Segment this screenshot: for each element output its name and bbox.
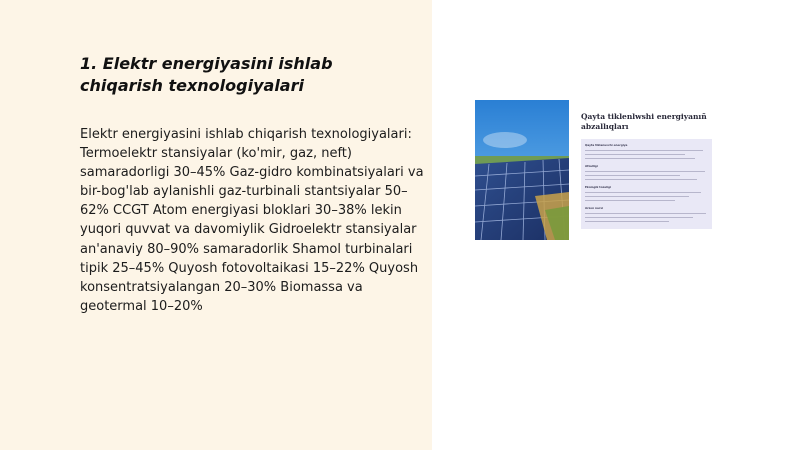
card-heading-1: Qayta tiklanuvchi energiya [585, 143, 628, 147]
text-line [585, 179, 697, 180]
thumbnail-card [581, 139, 712, 229]
solar-panel-photo [475, 100, 569, 240]
document-thumbnail [569, 100, 719, 240]
slide-heading: 1. Elektr energiyasini ishlab chiqarish texnologiyalari [80, 54, 333, 95]
text-line [585, 221, 669, 222]
text-line [585, 175, 680, 176]
text-line [585, 158, 695, 159]
text-line [585, 150, 703, 151]
text-line [585, 213, 706, 214]
card-heading-2: Afzalligi [585, 164, 598, 168]
text-line [585, 192, 701, 193]
text-line [585, 200, 675, 201]
slide-body-text: Elektr energiyasini ishlab chiqarish texnologiyalari: Termoelektr stansiyalar (ko'mir, gaz, neft) samaradorligi 30–45% Gaz-gidro kombinatsiyalari va bir-bog'lab aylanishli gaz-turbinali stantsiyalar 50–62% CCGT Atom energiyasi bloklari 30–38% lekin yuqori quvvat va davomiylik Gidroelektr stansiyalar an'anaviy 80–90% samaradorlik Shamol turbinalari tipik 25–45% Quyosh fotovoltaikasi 15–22% Quyosh konsentratsiyalangan 20–30% Biomassa va geotermal 10–20% [80, 127, 424, 314]
text-line [585, 217, 693, 218]
text-line [585, 196, 689, 197]
text-line [585, 171, 705, 172]
thumbnail-title: Qayta tiklenlwshi energiyanıñ abzallıqları [581, 112, 707, 131]
card-heading-4: Arzon narxi [585, 206, 604, 210]
card-heading-3: Ekologik tozaligi [585, 185, 611, 189]
solar-panel-illustration [475, 100, 569, 240]
text-line [585, 154, 685, 155]
